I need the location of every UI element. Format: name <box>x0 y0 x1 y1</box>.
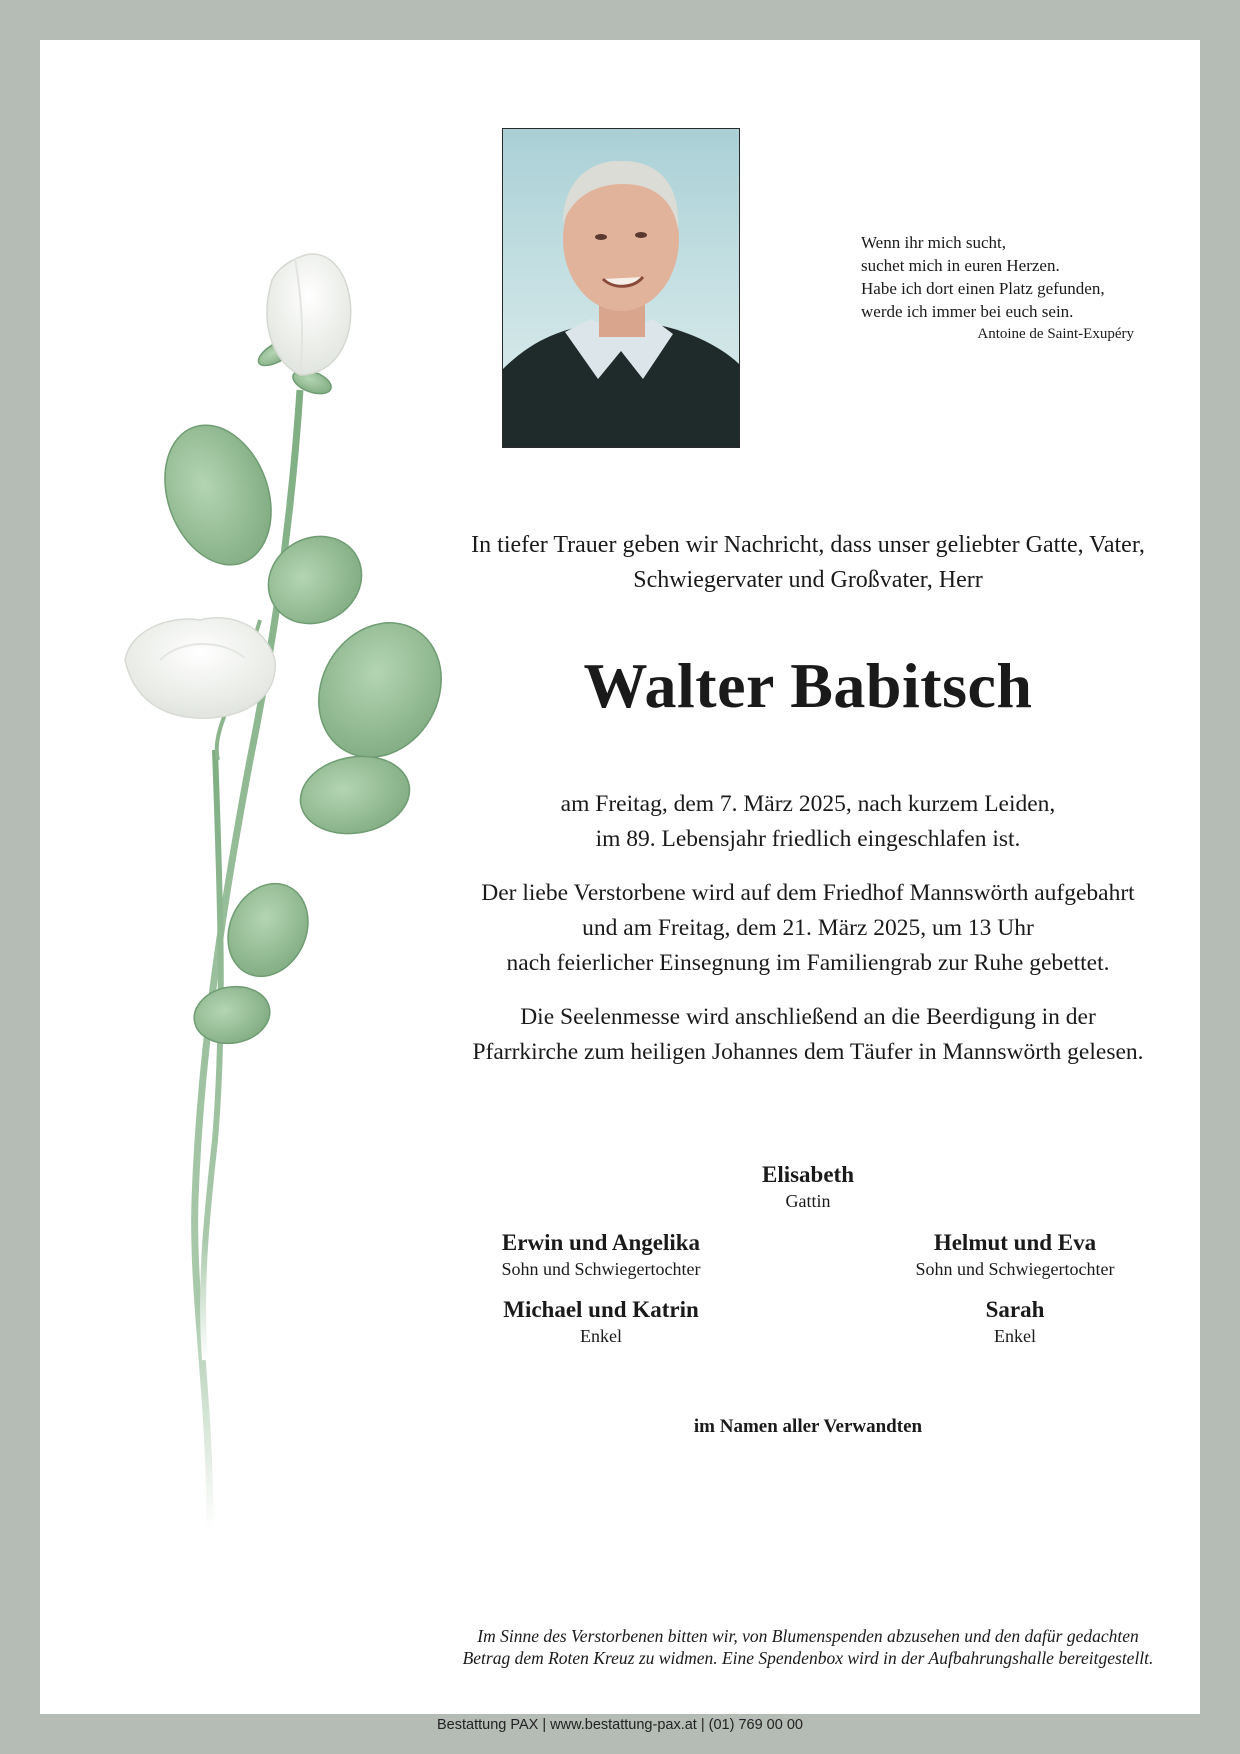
quote-line: Wenn ihr mich sucht, <box>861 233 1006 252</box>
quote-line: Habe ich dort einen Platz gefunden, <box>861 279 1105 298</box>
family-member-name: Sarah <box>985 1297 1045 1322</box>
memorial-quote <box>861 231 1161 346</box>
quote-line: werde ich immer bei euch sein. <box>861 302 1074 321</box>
quote-author: Antoine de Saint-Exupéry <box>977 326 1134 342</box>
rose-bloom-lower <box>125 618 275 718</box>
family-right-1 <box>815 1229 1215 1281</box>
obituary-card <box>40 40 1200 1733</box>
intro-line: In tiefer Trauer geben wir Nachricht, dass unser geliebter Gatte, Vater, <box>471 532 1145 558</box>
paragraph-line: Pfarrkirche zum heiligen Johannes dem Täufer in Mannswörth gelesen. <box>472 1039 1144 1065</box>
death-paragraph <box>410 787 1206 857</box>
burial-paragraph <box>410 876 1206 981</box>
family-left-1 <box>401 1229 801 1281</box>
paragraph-line: Der liebe Verstorbene wird auf dem Friedhof Mannswörth aufgebahrt <box>481 880 1135 906</box>
note-line: Betrag dem Roten Kreuz zu widmen. Eine Spendenbox wird in der Aufbahrungshalle bereitgestellt. <box>462 1648 1154 1668</box>
family-member-role: Enkel <box>994 1326 1036 1346</box>
family-member-name: Michael und Katrin <box>503 1297 699 1322</box>
paragraph-line: und am Freitag, dem 21. März 2025, um 13 Uhr <box>582 915 1034 941</box>
portrait-illustration <box>503 129 739 447</box>
portrait-photo <box>502 128 740 448</box>
intro-text <box>410 528 1206 598</box>
donation-note <box>410 1625 1206 1669</box>
family-member-role: Enkel <box>580 1326 622 1346</box>
family-member-name: Helmut und Eva <box>933 1230 1097 1255</box>
rose-bud-top <box>267 254 351 375</box>
paragraph-line: am Freitag, dem 7. März 2025, nach kurzem Leiden, <box>560 791 1056 817</box>
family-left-2 <box>401 1296 801 1348</box>
family-member-name: Erwin und Angelika <box>501 1230 701 1255</box>
family-widow <box>608 1161 1008 1213</box>
paragraph-line: im 89. Lebensjahr friedlich eingeschlafen ist. <box>595 826 1021 852</box>
deceased-name: Walter Babitsch <box>583 650 1033 721</box>
intro-line: Schwiegervater und Großvater, Herr <box>633 567 983 593</box>
family-member-role: Sohn und Schwiegertochter <box>915 1259 1115 1279</box>
family-right-2 <box>815 1296 1215 1348</box>
funeral-home-footer: Bestattung PAX | www.bestattung-pax.at | (01) 769 00 00 <box>437 1717 803 1733</box>
closing-line: im Namen aller Verwandten <box>693 1416 923 1437</box>
mass-paragraph <box>410 1000 1206 1070</box>
family-member-role: Gattin <box>785 1191 831 1211</box>
quote-line: suchet mich in euren Herzen. <box>861 256 1060 275</box>
paragraph-line: nach feierlicher Einsegnung im Familiengrab zur Ruhe gebettet. <box>506 950 1110 976</box>
family-member-role: Sohn und Schwiegertochter <box>501 1259 701 1279</box>
note-line: Im Sinne des Verstorbenen bitten wir, von Blumenspenden abzusehen und den dafür gedachten <box>477 1626 1139 1646</box>
paragraph-line: Die Seelenmesse wird anschließend an die Beerdigung in der <box>520 1004 1096 1030</box>
family-member-name: Elisabeth <box>761 1162 855 1187</box>
